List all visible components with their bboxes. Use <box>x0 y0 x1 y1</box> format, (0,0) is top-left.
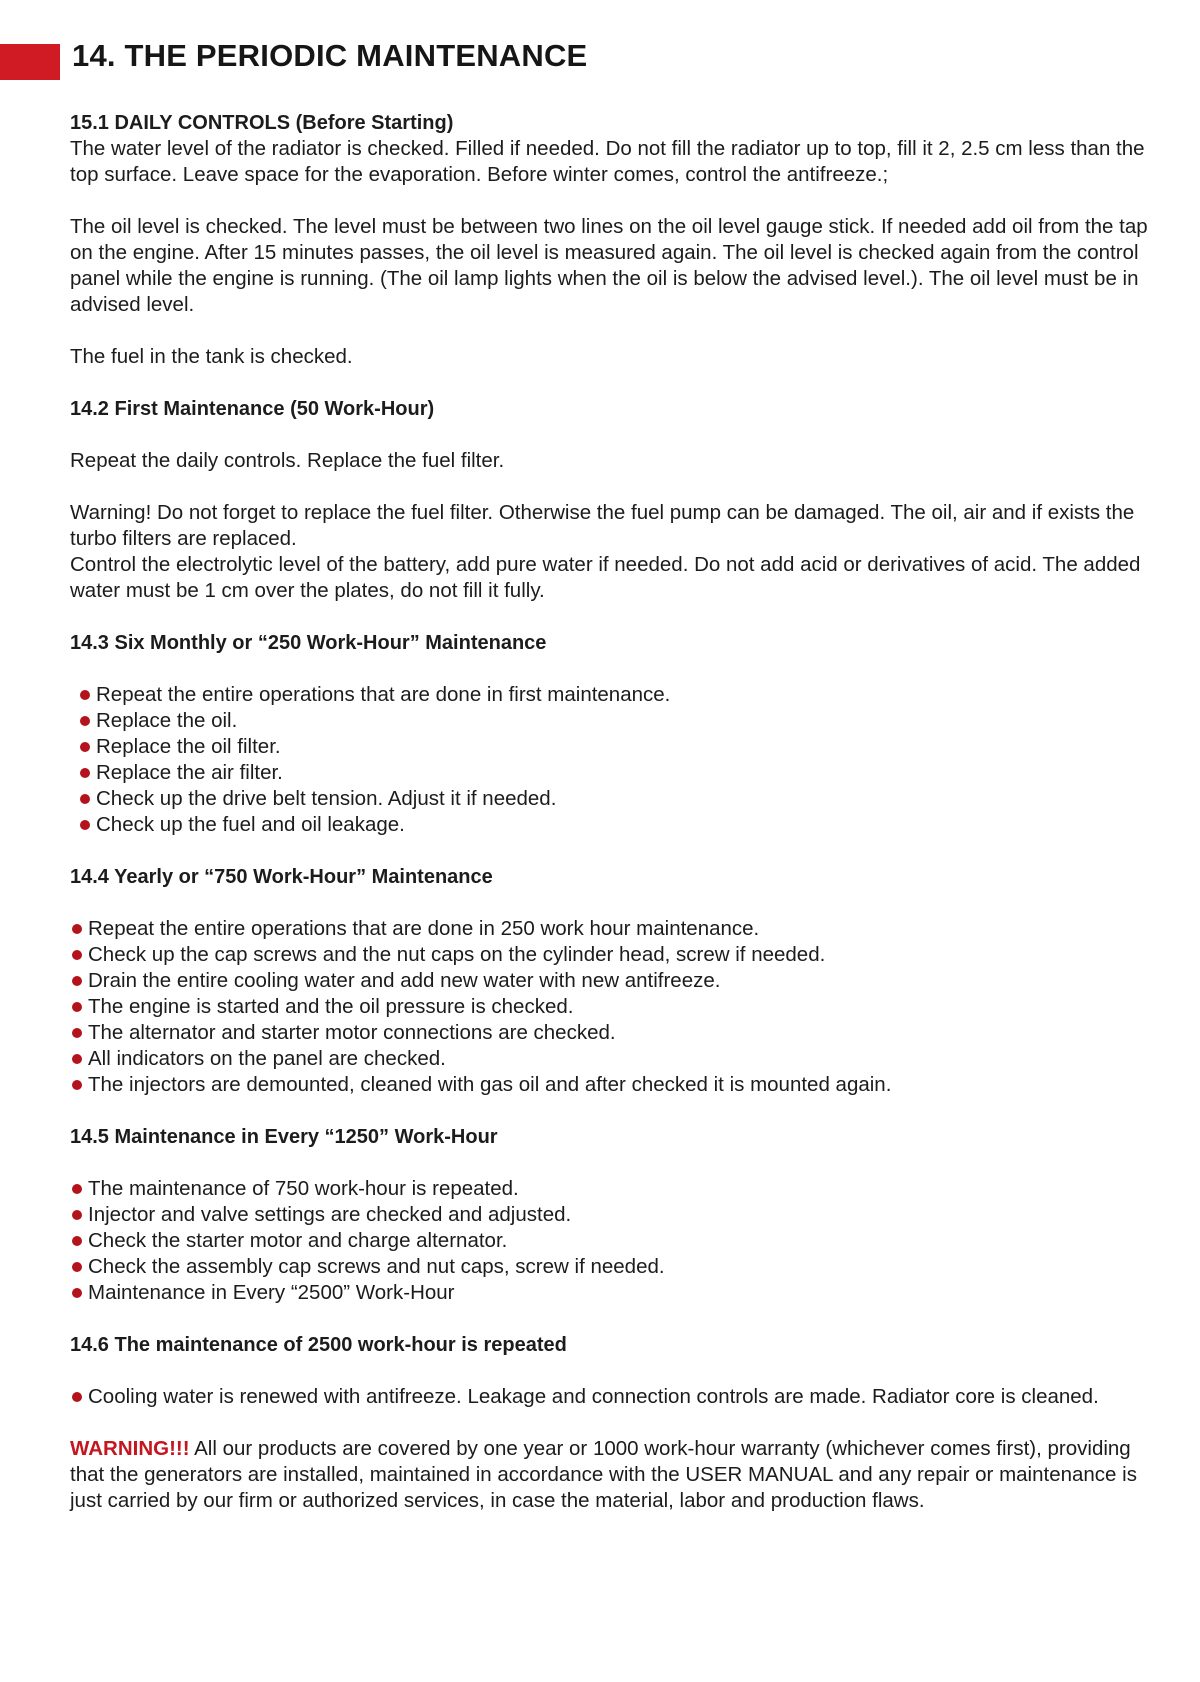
list-item: Replace the oil filter. <box>80 734 1155 760</box>
list-750-hour <box>70 916 1155 1098</box>
bullet-icon <box>72 1236 82 1246</box>
bullet-icon <box>80 690 90 700</box>
list-item: Repeat the entire operations that are done in 250 work hour maintenance. <box>72 916 1155 942</box>
bullet-icon <box>72 1288 82 1298</box>
bullet-icon <box>80 742 90 752</box>
paragraph-fuel-filter-warning: Warning! Do not forget to replace the fuel filter. Otherwise the fuel pump can be damaged. The oil, air and if exists the turbo filters are replaced. <box>70 501 1135 550</box>
warning-text: All our products are covered by one year or 1000 work-hour warranty (whichever comes first), providing that the generators are installed, maintained in accordance with the USER MANUAL and any repair or maintenance is just carried by our firm or authorized services, in case the material, labor and production flaws. <box>70 1437 1137 1512</box>
list-item: Check up the fuel and oil leakage. <box>80 812 1155 838</box>
title-accent-bar <box>0 44 60 80</box>
paragraph-fuel-tank: The fuel in the tank is checked. <box>70 345 353 368</box>
list-item: Check the starter motor and charge alternator. <box>72 1228 1155 1254</box>
list-1250-hour <box>70 1176 1155 1306</box>
list-item: The alternator and starter motor connections are checked. <box>72 1020 1155 1046</box>
bullet-icon <box>72 1054 82 1064</box>
list-item: The maintenance of 750 work-hour is repeated. <box>72 1176 1155 1202</box>
list-item: Injector and valve settings are checked and adjusted. <box>72 1202 1155 1228</box>
bullet-icon <box>80 716 90 726</box>
heading-daily-controls: 15.1 DAILY CONTROLS (Before Starting) <box>70 112 454 134</box>
bullet-icon <box>72 1028 82 1038</box>
heading-six-monthly: 14.3 Six Monthly or “250 Work-Hour” Maintenance <box>70 632 547 654</box>
list-item: Check up the drive belt tension. Adjust it if needed. <box>80 786 1155 812</box>
list-item: Replace the air filter. <box>80 760 1155 786</box>
list-250-hour <box>70 682 1155 838</box>
paragraph-oil-level: The oil level is checked. The level must be between two lines on the oil level gauge stick. If needed add oil from the tap on the engine. After 15 minutes passes, the oil level is measured again. The oil level is checked again from the control panel while the engine is running. (The oil lamp lights when the oil is below the advised level.). The oil level must be in advised level. <box>70 215 1148 316</box>
list-item: Maintenance in Every “2500” Work-Hour <box>72 1280 1155 1306</box>
list-item: Check the assembly cap screws and nut caps, screw if needed. <box>72 1254 1155 1280</box>
list-item: Repeat the entire operations that are done in first maintenance. <box>80 682 1155 708</box>
list-2500-hour <box>70 1384 1155 1410</box>
heading-yearly: 14.4 Yearly or “750 Work-Hour” Maintenance <box>70 866 493 888</box>
heading-first-maintenance: 14.2 First Maintenance (50 Work-Hour) <box>70 398 435 420</box>
bullet-icon <box>72 1002 82 1012</box>
list-item: Drain the entire cooling water and add new water with new antifreeze. <box>72 968 1155 994</box>
list-item: The engine is started and the oil pressure is checked. <box>72 994 1155 1020</box>
list-item: Cooling water is renewed with antifreeze. Leakage and connection controls are made. Radiator core is cleaned. <box>72 1384 1155 1410</box>
bullet-icon <box>72 1392 82 1402</box>
bullet-icon <box>72 924 82 934</box>
bullet-icon <box>72 976 82 986</box>
paragraph-battery-electrolyte: Control the electrolytic level of the battery, add pure water if needed. Do not add acid or derivatives of acid. The added water must be 1 cm over the plates, do not fill it fully. <box>70 553 1141 602</box>
bullet-icon <box>80 820 90 830</box>
bullet-icon <box>72 1184 82 1194</box>
list-item: Check up the cap screws and the nut caps on the cylinder head, screw if needed. <box>72 942 1155 968</box>
list-item: Replace the oil. <box>80 708 1155 734</box>
bullet-icon <box>72 1262 82 1272</box>
warranty-warning <box>70 1436 1155 1514</box>
bullet-icon <box>72 1080 82 1090</box>
document-body <box>70 110 1155 1514</box>
bullet-icon <box>72 1210 82 1220</box>
bullet-icon <box>80 768 90 778</box>
heading-1250-hour: 14.5 Maintenance in Every “1250” Work-Hour <box>70 1126 498 1148</box>
warning-label: WARNING!!! <box>70 1437 190 1460</box>
paragraph-radiator-water: The water level of the radiator is checked. Filled if needed. Do not fill the radiator up to top, fill it 2, 2.5 cm less than the top surface. Leave space for the evaporation. Before winter comes, control the antifreeze.; <box>70 137 1145 186</box>
bullet-icon <box>72 950 82 960</box>
list-item: All indicators on the panel are checked. <box>72 1046 1155 1072</box>
list-item: The injectors are demounted, cleaned with gas oil and after checked it is mounted again. <box>72 1072 1155 1098</box>
heading-2500-hour: 14.6 The maintenance of 2500 work-hour is repeated <box>70 1334 567 1356</box>
bullet-icon <box>80 794 90 804</box>
page-title: 14. THE PERIODIC MAINTENANCE <box>72 38 588 73</box>
paragraph-repeat-daily: Repeat the daily controls. Replace the fuel filter. <box>70 449 505 472</box>
